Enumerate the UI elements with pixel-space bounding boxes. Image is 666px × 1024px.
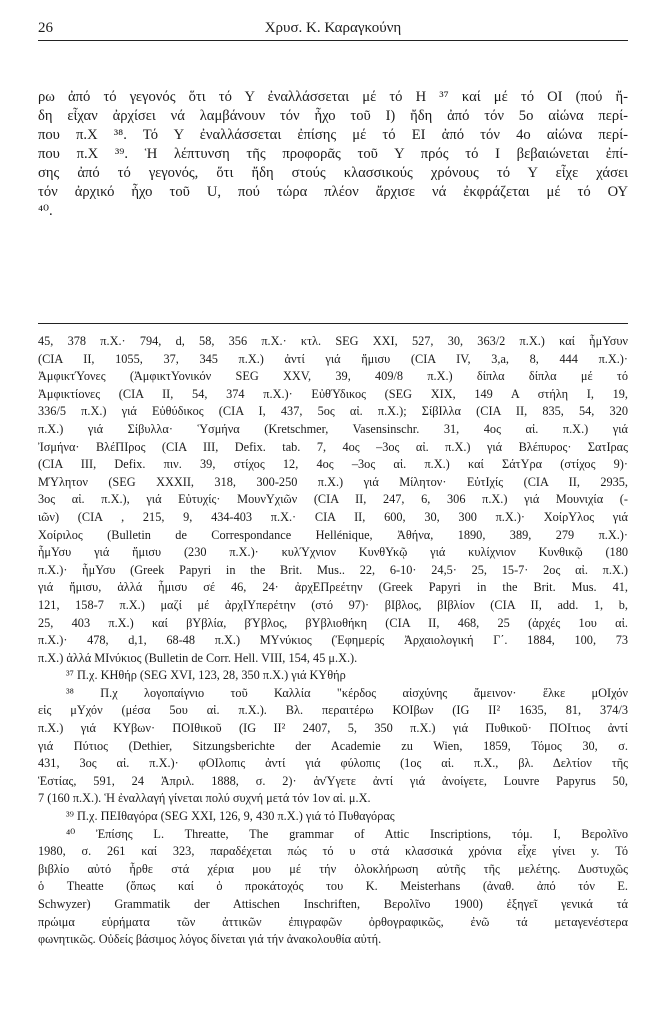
footnote-39: ³⁹ Π.χ. ΠΕΙθαγόρα (SEG XXI, 126, 9, 430 π.Χ.) γιά τό Πυθαγόρας [66, 809, 395, 824]
footnote-line: ἈμφικτΎονες (ἈμφικτΥονικόν SEG XXV, 39, 409/8 π.Χ.) δίπλα δίπλα μέ τό [38, 369, 628, 384]
footnote-line: ΜΎλητον (SEG XXXII, 318, 300-250 π.Χ.) γιά Μίλητον· ΕὐτΙχίς (CIA II, 2935, [38, 474, 628, 489]
main-text [38, 88, 628, 221]
text-line: ρω ἀπό τό γεγονός ὅτι τό Υ ἐναλλάσσεται μέ τό Η ³⁷ καί μέ τό ΟΙ (πού ἤ- [38, 89, 628, 105]
footnote-line: π.Χ.)· 478, d,1, 68-48 π.Χ.) ΜΥνύκιος (Ἐφημερίς Ἀρχαιολογική Γ΄. 1884, 100, 73 [38, 633, 628, 648]
footnote-line: φωνητικῶς. Οὐδείς βάσιμος λόγος δίνεται γιά τήν ἀνακολουθία αὐτή. [38, 932, 382, 947]
header-rule [38, 40, 628, 41]
text-line: δη εἶχαν ἀρχίσει νά λαμβάνουν τόν ἦχο τοῦ Ι) ἤδη ἀπό τόν 5ο αἰώνα περί- [38, 108, 628, 124]
footnote-rule [38, 323, 628, 324]
footnote-line: 7 (160 π.Χ.). Ἡ ἐναλλαγή γίνεται πολύ συχνή μετά τόν 1ον αἰ. μ.Χ. [38, 791, 371, 806]
footnote-line: Χοίριλος (Bulletin de Correspondance Hellénique, Ἀθήνα, 1890, 389, 279 π.Χ.)· [38, 527, 628, 542]
footnote-line: ιῶν) (CIA , 215, 9, 434-403 π.Χ.· CIA II, 600, 30, 300 π.Χ.)· ΧοίρΥλος γιά [38, 509, 628, 524]
footnote-line: Ἰσμήνα· ΒλέΠΙρος (CIA III, Defix. tab. 7, 4ος –3ος αἰ. π.Χ.) γιά Βλέπυρος· ΣατΙρας [38, 439, 628, 454]
footnote-line: 121, 158-7 π.Χ.) μαζί μέ ἀρχΙΥπερέτην (στό 97)· βΙβλος, βΙβλίον (CIA II, add. 1, b, [38, 597, 628, 612]
footnote-line: 1980, σ. 261 καί 323, παραδέχεται πώς τό υ στά κλασσικά χρόνια εἶχε γίνει y. Τό [38, 844, 628, 859]
footnote-line: γιά Πύτιος (Dethier, Sitzungsberichte der Academie zu Wien, 1859, Τόμος 30, σ. [38, 738, 628, 753]
footnote-line: γιά ἥμισυ, ἀλλά ἧμισυ σέ 46, 24· ἀρχΕΠρεέτην (Greek Papyri in the Brit. Mus. 41, [38, 580, 628, 595]
footnote-line: π.Χ.) γιά Σίβυλλα· Ὑσμήνα (Kretschmer, Vasensinschr. 31, 4ος αἰ. π.Χ.) γιά [38, 421, 628, 436]
running-title: Χρυσ. Κ. Καραγκούνη [264, 20, 402, 36]
footnote-40: ⁴⁰ Ἐπίσης L. Threatte, The grammar of Attic Inscriptions, τόμ. I, Βερολῖνο [66, 826, 628, 841]
text-line: ⁴⁰. [38, 203, 53, 219]
footnote-line: 3ος αἰ. π.Χ.), γιά Εὐτυχίς· ΜουνΥχιῶν (CIA II, 247, 6, 306 π.Χ.) γιά Μουνιχία (- [38, 492, 628, 507]
footnote-line: 45, 378 π.Χ.· 794, d, 58, 356 π.Χ.· κτλ. SEG XXI, 527, 30, 363/2 π.Χ.) καί ἧμΥσυν [38, 334, 628, 348]
footnote-line: βιβλίο αὐτό ἦρθε στά χέρια μου μέ τήν ὁλοκλήρωση αὐτῆς τῆς μελέτης. Δυστυχῶς [38, 861, 628, 876]
footnote-line: ὁ Theatte (ὅπως καί ὁ προκάτοχός του K. Meisterhans (ἀναθ. ἀπό τόν E. [38, 879, 628, 894]
text-line: που π.Χ ³⁸. Τό Υ ἐναλλάσσεται ἐπίσης μέ τό ΕΙ ἀπό τόν 4ο αἰώνα περί- [38, 127, 628, 143]
footnote-line: 336/5 π.Χ.) γιά Εὐθύδικος (CIA I, 437, 5ος αἰ. π.Χ.); ΣίβΙλλα (CIA II, 835, 54, 320 [38, 404, 628, 419]
footnote-37: ³⁷ Π.χ. ΚΗθήρ (SEG XVI, 123, 28, 350 π.Χ.) γιά ΚΥθήρ [66, 668, 346, 683]
footnote-line: 431, 3ος αἰ. π.Χ.)· φΟΙλοπις ἀντί γιά φύλοπις (1ος αἰ. π.Χ., βλ. Δελτίον τῆς [38, 756, 628, 771]
text-line: τόν ἀρχικό ἦχο τοῦ U, πού τώρα πλέον ἄρχισε νά ἐκφράζεται μέ τό ΟΥ [38, 184, 628, 200]
footnote-line: (CIA III, Defix. πιν. 39, στίχος 12, 4ος –3ος αἰ. π.Χ.) καί ΣάτΥρα (στίχος 9)· [38, 457, 628, 472]
text-line: που π.Χ ³⁹. Ἡ λέπτυνση τῆς προφορᾶς τοῦ Υ πρός τό Ι βεβαιώνεται ἐπί- [38, 146, 628, 162]
footnote-line: 25, 403 π.Χ.) καί βΥβλία, βΎβλος, βΥβλιοθήκη (CIA II, 468, 25 (ἀρχές 1ου αἰ. [38, 615, 628, 630]
footnote-line: ἧμΥσυ γιά ἥμισυ (230 π.Χ.)· κυλΎχνιον ΚυνθΥκῷ γιά κυλίχνιον Κυνθικῷ (180 [38, 545, 628, 560]
footnote-line: π.Χ.) γιά ΚΥβων· ΠΟΙθικοῦ (IG II² 2407, 5, 350 π.Χ.) γιά Πυθικοῦ· ΠΟΙτιος ἀντί [38, 721, 628, 736]
footnote-line: Ἀμφικτίονες (CIA II, 54, 374 π.Χ.)· ΕὐθΎδικος (SEG XIX, 149 A στήλη I, 19, [38, 386, 628, 401]
footnote-line: Ἑστίας, 591, 24 Ἀπριλ. 1888, σ. 2)· ἀνΎγετε ἀντί γιά ἀνοίγετε, Louvre Papyrus 50, [38, 773, 628, 788]
footnote-line: π.Χ.)· ἧμΥσυ (Greek Papyri in the Brit. Mus.. 22, 6-10· 24,5· 25, 15-7· 2ος αἰ. π.Χ.) [38, 562, 628, 577]
footnote-line: π.Χ.) ἀλλά ΜΙνύκιος (Bulletin de Corr. Hell. VIII, 154, 45 μ.Χ.). [38, 650, 358, 665]
footnote-38: ³⁸ Π.χ λογοπαίγνιο τοῦ Καλλία "κέρδος αἰσχύνης ἄμεινον· ἕλκε μΟΙχόν [66, 685, 628, 700]
footnote-line: (CIA II, 1055, 37, 345 π.Χ.) ἀντί γιά ἥμισυ (CIA IV, 3,a, 8, 444 π.Χ.)· [38, 351, 628, 366]
footnote-line: πρώιμα εὑρήματα τῶν ἀττικῶν ἐπιγραφῶν ὀρθογραφικῶς, ἐνῶ τά μεταγενέστερα [38, 914, 628, 929]
page-number: 26 [38, 20, 53, 36]
footnote-line: εἰς μΥχόν (μέσα 5ου αἰ. π.Χ.). Βλ. περαιτέρω ΚΟΙβων (IG II² 1635, 81, 374/3 [38, 703, 628, 718]
footnote-line: Schwyzer) Grammatik der Attischen Inschriften, Βερολῖνο 1900) ἐξηγεῖ γενικά τά [38, 897, 628, 911]
text-line: σης ἀπό τό γεγονός, ὅτι ἤδη στούς κλασσικούς χρόνους τό Υ εἶχε χάσει [38, 165, 628, 181]
footnotes [38, 333, 628, 949]
